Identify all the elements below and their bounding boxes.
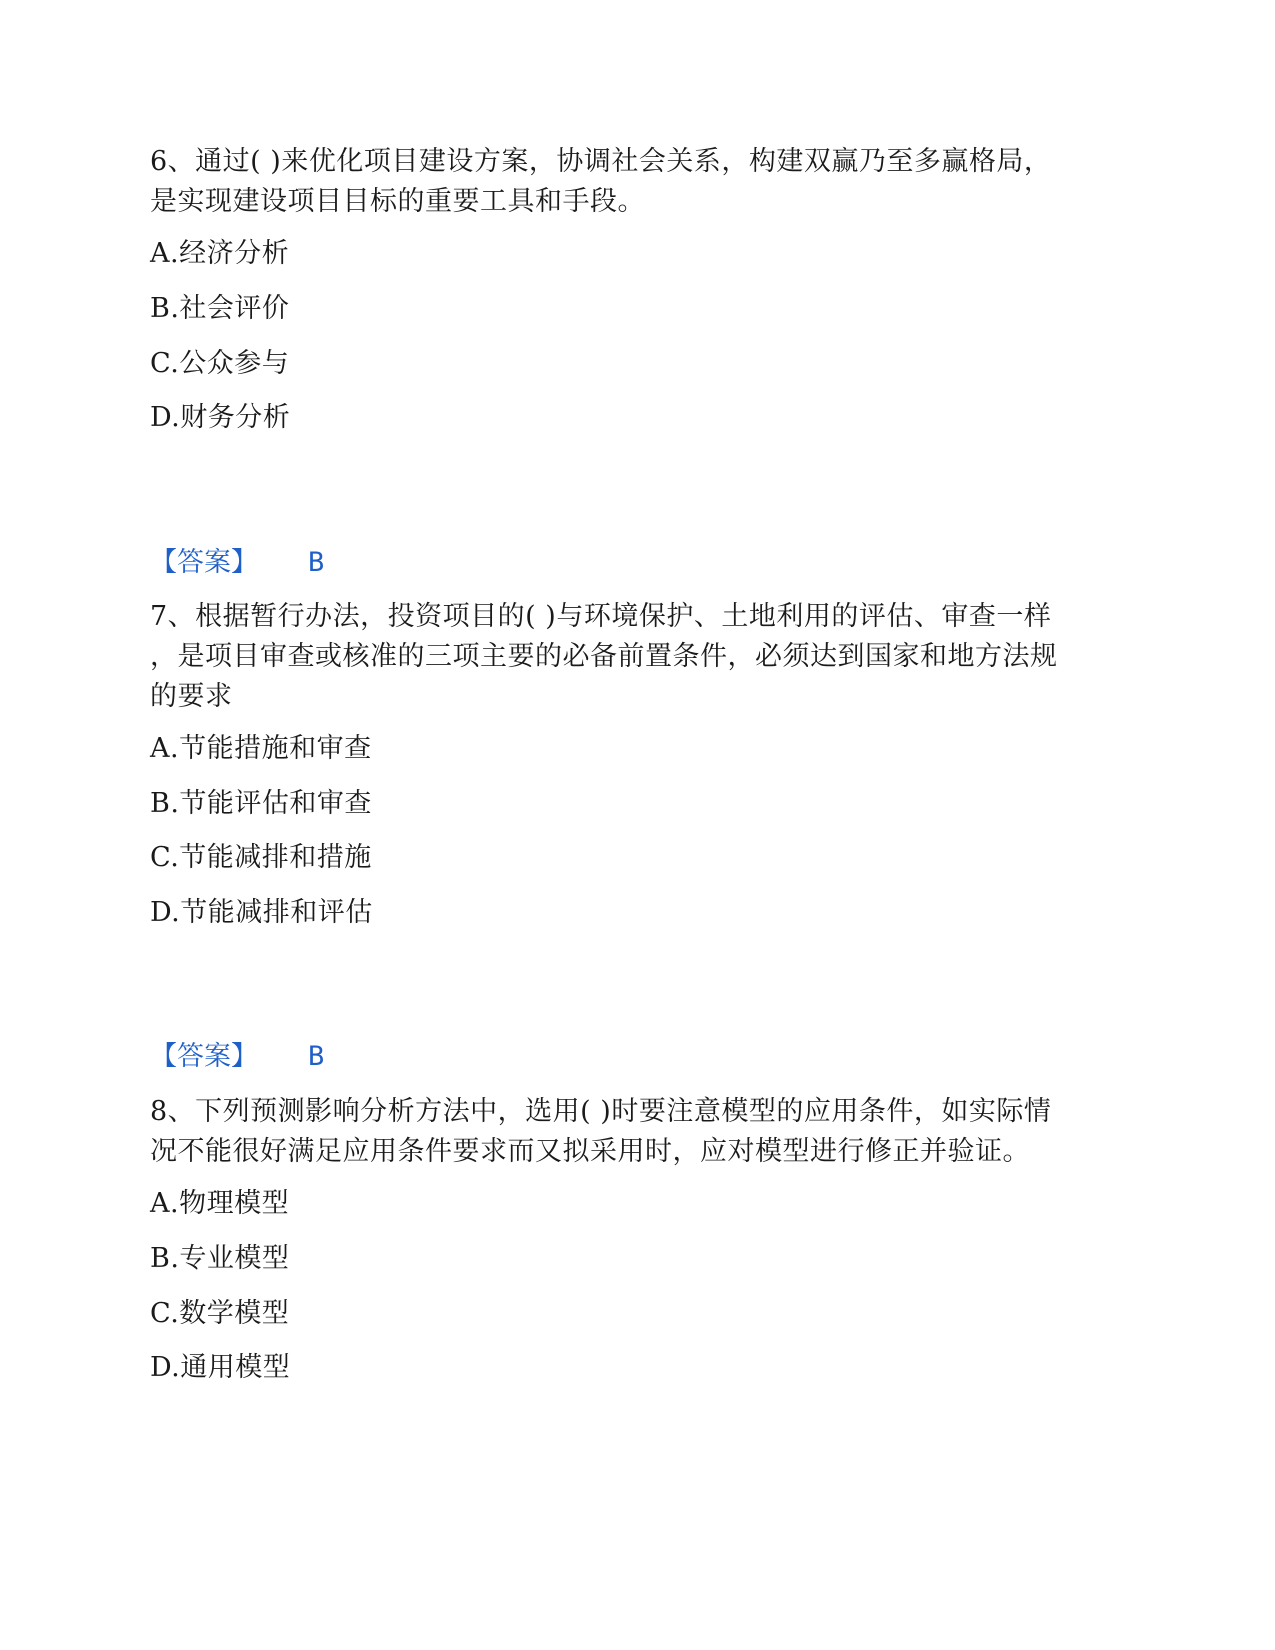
question-7-option-c: C.节能减排和措施 xyxy=(150,842,372,873)
question-8-line-2: 况不能很好满足应用条件要求而又拟采用时，应对模型进行修正并验证。 xyxy=(150,1136,1030,1167)
question-6-answer xyxy=(150,545,324,581)
answer-value: B xyxy=(308,547,325,578)
answer-label: 【答案】 xyxy=(150,547,258,578)
answer-label: 【答案】 xyxy=(150,1041,258,1072)
question-8-line-1: 8、下列预测影响分析方法中，选用( )时要注意模型的应用条件，如实际情 xyxy=(150,1096,1052,1127)
question-8-option-d: D.通用模型 xyxy=(150,1352,291,1383)
question-6-stem xyxy=(150,142,1110,222)
question-6-line-2: 是实现建设项目目标的重要工具和手段。 xyxy=(150,186,645,217)
answer-value: B xyxy=(308,1041,325,1072)
question-7-line-3: 的要求 xyxy=(150,681,233,712)
question-6-line-1: 6、通过( )来优化项目建设方案，协调社会关系，构建双赢乃至多赢格局， xyxy=(150,146,1052,177)
question-7-option-d: D.节能减排和评估 xyxy=(150,897,373,928)
question-6-option-d: D.财务分析 xyxy=(150,402,291,433)
question-8-stem xyxy=(150,1092,1110,1172)
question-7-option-a: A.节能措施和审查 xyxy=(150,733,372,764)
question-7-option-b: B.节能评估和审查 xyxy=(150,788,372,819)
question-6-option-b: B.社会评价 xyxy=(150,293,290,324)
question-6-option-a: A.经济分析 xyxy=(150,238,290,269)
question-7-line-1: 7、根据暂行办法，投资项目的( )与环境保护、土地利用的评估、审查一样 xyxy=(150,601,1052,632)
question-8-option-b: B.专业模型 xyxy=(150,1243,290,1274)
question-7-line-2: ，是项目审查或核准的三项主要的必备前置条件，必须达到国家和地方法规 xyxy=(150,641,1058,672)
question-8-option-c: C.数学模型 xyxy=(150,1298,290,1329)
question-6-option-c: C.公众参与 xyxy=(150,348,290,379)
question-7-answer xyxy=(150,1039,324,1075)
question-8-option-a: A.物理模型 xyxy=(150,1188,290,1219)
question-7-stem xyxy=(150,597,1110,717)
